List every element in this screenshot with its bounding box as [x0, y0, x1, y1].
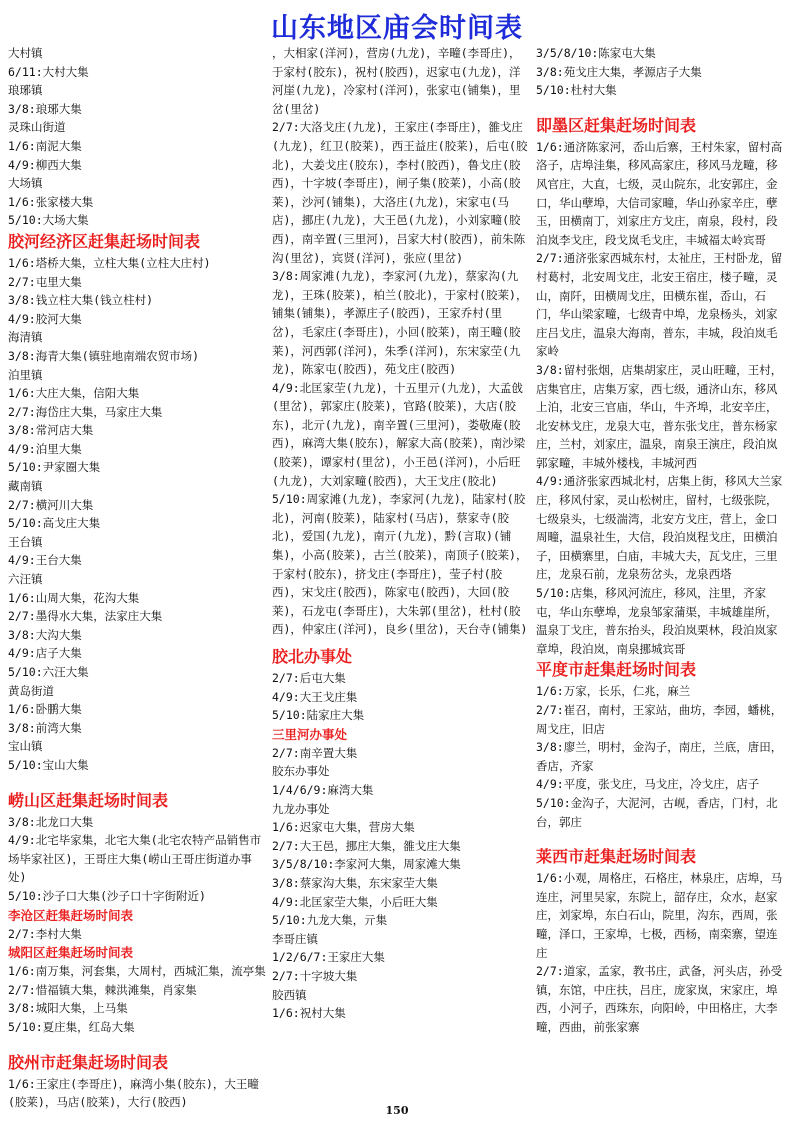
list-group-licang: [8, 925, 270, 944]
list-item: 3/8:常河店大集: [8, 423, 94, 438]
list-item: 大场镇: [8, 176, 43, 191]
list-group-chengyang: [8, 962, 270, 1036]
list-item: 3/5/8/10:陈家屯大集: [536, 46, 656, 60]
list-item: 1/6:张家楼大集: [8, 194, 94, 209]
list-item: 1/6:王家庄(李哥庄)，麻湾小集(胶东)，大王疃(胶莱)，马店(胶莱)，大行(胶西): [8, 1076, 259, 1110]
list-item: 1/6:小观，周格庄，石格庄，林泉庄，店埠，马连庄，河里吴家，东院上，韶存庄，众水，赵家庄，刘家埠，东白石山，院里，沟东，西周，张疃，泽口，王家埠，七极，西杨，南栾寨，望连庄: [536, 871, 783, 960]
list-item: 2/7:道家，孟家，教书庄，武备，河头店，孙受镇，东馆，中庄扶，吕庄，庞家岚，宋家庄，埠西，小河子，西珠东，向阳岭，中田格庄，大李疃，西曲，前张家寨: [536, 964, 783, 1034]
list-item: 2/7:大洛戈庄(九龙)，王家庄(李哥庄)，雒戈庄(九龙)，红卫(胶莱)，西王益庄(胶莱)，后屯(胶北)，大姜戈庄(胶东)，李村(胶西)，鲁戈庄(胶西)，十字坡(李哥庄)，闸子集(胶莱)，小高(胶莱)，沙河(铺集)，大洛庄(九龙)，宋家屯(马店)，挪庄(九龙)，大王邑(九龙)，小刘家疃(胶西)，南辛置(三里河)，吕家大村(胶西)，前朱陈沟(里岔)，宾贤(洋河)，张应(里岔): [272, 120, 528, 265]
column-1: [8, 44, 270, 1112]
list-item: 4/9:北匡家茔(九龙)，十五里亓(九龙)，大孟戗(里岔)，郭家庄(胶莱)，官路(胶莱)，大店(胶东)，北亓(九龙)，南辛置(三里河)，娄敬庵(胶西)，麻湾大集(胶东)，解家大高(胶莱)，南沙梁(胶莱)，谭家村(里岔)，小王邑(洋河)，小后旺(九龙)，大刘家疃(胶西)，大王戈庄(胶北): [272, 380, 526, 488]
list-item: 3/8:前湾大集: [8, 720, 82, 735]
list-item: 3/8:苑戈庄大集，孝源店子大集: [536, 64, 702, 79]
list-item: 4/9:柳西大集: [8, 157, 82, 172]
list-item: 1/4/6/9:麻湾大集: [272, 782, 374, 797]
section-title-jiaozhou: 胶州市赶集赶场时间表: [8, 1052, 169, 1072]
column-3: [536, 44, 788, 1037]
list-item: 李哥庄镇: [272, 931, 318, 946]
list-item: 海清镇: [8, 330, 43, 345]
list-item: 3/8:钱立柱大集(钱立柱村): [8, 293, 154, 308]
list-item: 5/10:宝山大集: [8, 757, 89, 772]
list-item: 六汪镇: [8, 572, 43, 587]
section-title-pingdu: 平度市赶集赶场时间表: [536, 660, 697, 680]
list-group-jimo: [536, 138, 788, 659]
list-item: 4/9:北匡家茔大集，小后旺大集: [272, 894, 438, 909]
list-item: 大村镇: [8, 46, 43, 60]
list-item: 3/5/8/10:李家河大集，周家滩大集: [272, 857, 461, 872]
list-item: 泊里镇: [8, 367, 43, 382]
list-item: 2/7:通济张家西城东村，太祉庄，王村卧龙，留村葛村，北安周戈庄，北安王宿庄，楼子疃，灵山，南阡，田横周戈庄，田横东崔，岙山，石门，华山梁家疃，七级青中埠，龙泉杨头，刘家庄吕戈庄，温泉大海南，普东，丰城，段泊岚毛家岭: [536, 251, 783, 359]
list-item: 1/6:塔桥大集，立柱大集(立柱大庄村): [8, 255, 211, 270]
list-item: 3/8:城阳大集，上马集: [8, 1001, 128, 1016]
list-item: 5/10:杜村大集: [536, 83, 617, 98]
list-item: 2/7:墨得水大集，法家庄大集: [8, 609, 163, 624]
section-title-licang: 李沧区赶集赶场时间表: [8, 907, 134, 923]
list-item: 6/11:大村大集: [8, 64, 89, 79]
list-item: 1/2/6/7:王家庄大集: [272, 950, 385, 965]
list-item: 4/9:王台大集: [8, 553, 82, 568]
list-item: 王台镇: [8, 534, 43, 549]
list-group-jiaohe: [8, 254, 270, 775]
list-group-laixi: [536, 869, 788, 1036]
column-2: [272, 44, 530, 1023]
page-number: 150: [385, 1104, 409, 1117]
list-item: 胶东办事处: [272, 764, 330, 779]
list-item: 3/8:海青大集(镇驻地南端农贸市场): [8, 348, 200, 363]
list-item: 3/8:琅琊大集: [8, 101, 82, 116]
section-title-jiaobei: 胶北办事处: [272, 647, 353, 666]
list-item: 4/9:大王戈庄集: [272, 689, 358, 704]
list-item: 2/7:横河川大集: [8, 497, 94, 512]
list-item: 2/7:惜福镇大集，棘洪滩集，肖家集: [8, 982, 197, 997]
list-item: 4/9:平度，张戈庄，马戈庄，冷戈庄，店子: [536, 777, 760, 792]
list-item: 5/10:九龙大集，亓集: [272, 913, 388, 928]
list-group-laoshan: [8, 813, 270, 906]
list-item: 2/7:李村大集: [8, 926, 82, 941]
list-item: 3/8:北龙口大集: [8, 814, 94, 829]
list-item: 5/10:沙子口大集(沙子口十字街附近): [8, 888, 206, 903]
list-item: 4/9:通济张家西城北村，店集上街，移风大兰家庄，移风付家，灵山松树庄，留村，七级张院，七级泉头，七级湍湾，北安方戈庄，营上，金口周疃，温泉社生，大信，段泊岚程戈庄，田横泊子，田横寨里，白庙，丰城大夫，瓦戈庄，三里庄，龙泉石前，龙泉芴岔头，龙泉西塔: [536, 474, 783, 582]
list-group-intro-3: [536, 44, 788, 100]
page-title: 山东地区庙会时间表: [271, 13, 523, 44]
list-item: 2/7:屯里大集: [8, 274, 82, 289]
section-title-jiaohe: 胶河经济区赶集赶场时间表: [8, 231, 201, 251]
list-item: 4/9:北宅毕家集，北宅大集(北宅农特产品销售市场毕家社区)，王哥庄大集(崂山王哥庄街道办事处): [8, 833, 262, 885]
list-item: 5/10:陆家庄大集: [272, 708, 365, 723]
list-item: 5/10:高戈庄大集: [8, 516, 101, 531]
list-item: 4/9:胶河大集: [8, 311, 82, 326]
list-item: 1/6:通济陈家河，岙山后寨，王村朱家，留村高洛子，店埠洼集，移风高家庄，移风马龙疃，移风官庄，大直，七级，灵山院东，北安郭庄，金口，华山孽埠，大信司家疃，华山孙家辛庄，孽玉，田横南丁，刘家庄方戈庄，南泉，段村，段泊岚李戈庄，段戈岚毛戈庄，丰城福太岭宾哥: [536, 139, 783, 247]
list-item: 1/6:南泥大集: [8, 138, 82, 153]
list-item: 5/10:大场大集: [8, 213, 89, 228]
list-item: 5/10:店集，移风河流庄，移风，注里，齐家屯，华山东孽埠，龙泉邹家蒲渠，丰城雄崖所，温泉丁戈庄，普东抬头，段泊岚栗林，段泊岚家章埠，段泊岚，南泉挪城宾哥: [536, 586, 778, 656]
list-item: 5/10:尹家圈大集: [8, 460, 101, 475]
section-title-jimo: 即墨区赶集赶场时间表: [536, 115, 697, 135]
list-item: 2/7:南辛置大集: [272, 745, 358, 760]
list-item: 1/6:大庄大集，信阳大集: [8, 386, 140, 401]
list-item: 1/6:迟家屯大集，营房大集: [272, 820, 415, 835]
list-item: 2/7:十字坡大集: [272, 968, 358, 983]
section-title-chengyang: 城阳区赶集赶场时间表: [8, 945, 134, 961]
list-item: 宝山镇: [8, 739, 43, 754]
list-item: 2/7:海岱庄大集，马家庄大集: [8, 404, 163, 419]
list-item: 5/10:夏庄集，红岛大集: [8, 1019, 135, 1034]
list-item: 3/8:蔡家沟大集，东宋家茔大集: [272, 875, 438, 890]
list-item: 3/8:周家滩(九龙)，李家河(九龙)，蔡家沟(九龙)，王珠(胶莱)，柏兰(胶北)，于家村(胶莱)，铺集(铺集)，孝源庄子(胶西)，王家乔村(里岔)，毛家庄(李哥庄)，小回(胶莱)，南王疃(胶莱)，河西郭(洋河)，朱季(洋河)，东宋家茔(九龙)，陈家屯(胶西)，苑戈庄(胶西): [272, 269, 528, 377]
list-item: 灵珠山街道: [8, 120, 66, 135]
list-item: 九龙办事处: [272, 801, 330, 816]
list-group-jiaozhou-cont: [272, 44, 530, 639]
list-item: 3/8:留村张烟，店集胡家庄，灵山旺疃，王村，店集官庄，店集万家，西七级，通济山东，移风上泊，北安三官庙，华山，牛齐埠，北安辛庄，北安林戈庄，龙泉大屯，普东张戈庄，普东杨家庄，兰村，刘家庄，温泉，南泉王演庄，段泊岚郭家疃，丰城外楼栈，丰城河西: [536, 362, 783, 470]
list-group-intro: [8, 44, 270, 230]
list-item: 2/7:大王邑，挪庄大集，雒戈庄大集: [272, 838, 461, 853]
list-item: 琅琊镇: [8, 83, 43, 98]
list-item: 1/6:卧鹏大集: [8, 702, 82, 717]
section-title-laoshan: 崂山区赶集赶场时间表: [8, 790, 169, 810]
list-item: 1/6:南万集，河套集，大周村，西城汇集，流亭集: [8, 964, 266, 979]
list-item: 5/10:周家滩(九龙)，李家河(九龙)，陆家村(胶北)，河南(胶莱)，陆家村(马店)，蔡家寺(胶北)，爱国(九龙)，南亓(九龙)，黔(言取)(铺集)，小高(胶莱)，古兰(胶莱)，南顶子(胶莱)，于家村(胶东)，挤戈庄(李哥庄)，莹子村(胶西)，宋戈庄(胶西)，陈家屯(胶西)，大回(胶莱)，石龙屯(李哥庄)，大朱郭(里岔)，杜村(胶西)，仲家庄(洋河)，良乡(里岔)，天台寺(铺集): [272, 492, 528, 637]
list-item: 3/8:大沟大集: [8, 627, 82, 642]
list-group-jiaobei: [272, 669, 530, 725]
section-title-sanlihe: 三里河办事处: [272, 726, 348, 742]
list-item: 胶西镇: [272, 987, 307, 1002]
list-item: 3/8:廖兰，明村，金沟子，南庄，兰底，唐田，香店，齐家: [536, 740, 783, 773]
list-item: 4/9:泊里大集: [8, 441, 82, 456]
list-item: 5/10:六汪大集: [8, 665, 89, 679]
list-item: 藏南镇: [8, 479, 43, 494]
list-item: 1/6:祝村大集: [272, 1006, 346, 1021]
list-item: 黄岛街道: [8, 683, 54, 698]
list-item: 1/6:万家，长乐，仁兆，麻兰: [536, 684, 691, 699]
list-group-pingdu: [536, 682, 788, 831]
list-item: ，大相家(洋河)，营房(九龙)，辛疃(李哥庄)，于家村(胶东)，祝村(胶西)，迟家屯(九龙)，洋河崖(九龙)，冷家村(洋河)，张家屯(铺集)，里岔(里岔): [272, 46, 521, 116]
list-group-sanlihe: [272, 744, 530, 1023]
list-item: 2/7:后屯大集: [272, 671, 346, 685]
list-item: 4/9:店子大集: [8, 646, 82, 661]
list-item: 5/10:金沟子，大泥河，古岘，香店，门村，北台，郭庄: [536, 795, 778, 829]
list-item: 1/6:山周大集，花沟大集: [8, 590, 140, 605]
section-title-laixi: 莱西市赶集赶场时间表: [536, 847, 697, 867]
list-item: 2/7:崔召，南村，王家站，曲坊，李园，蟠桃，周戈庄，旧店: [536, 703, 783, 736]
